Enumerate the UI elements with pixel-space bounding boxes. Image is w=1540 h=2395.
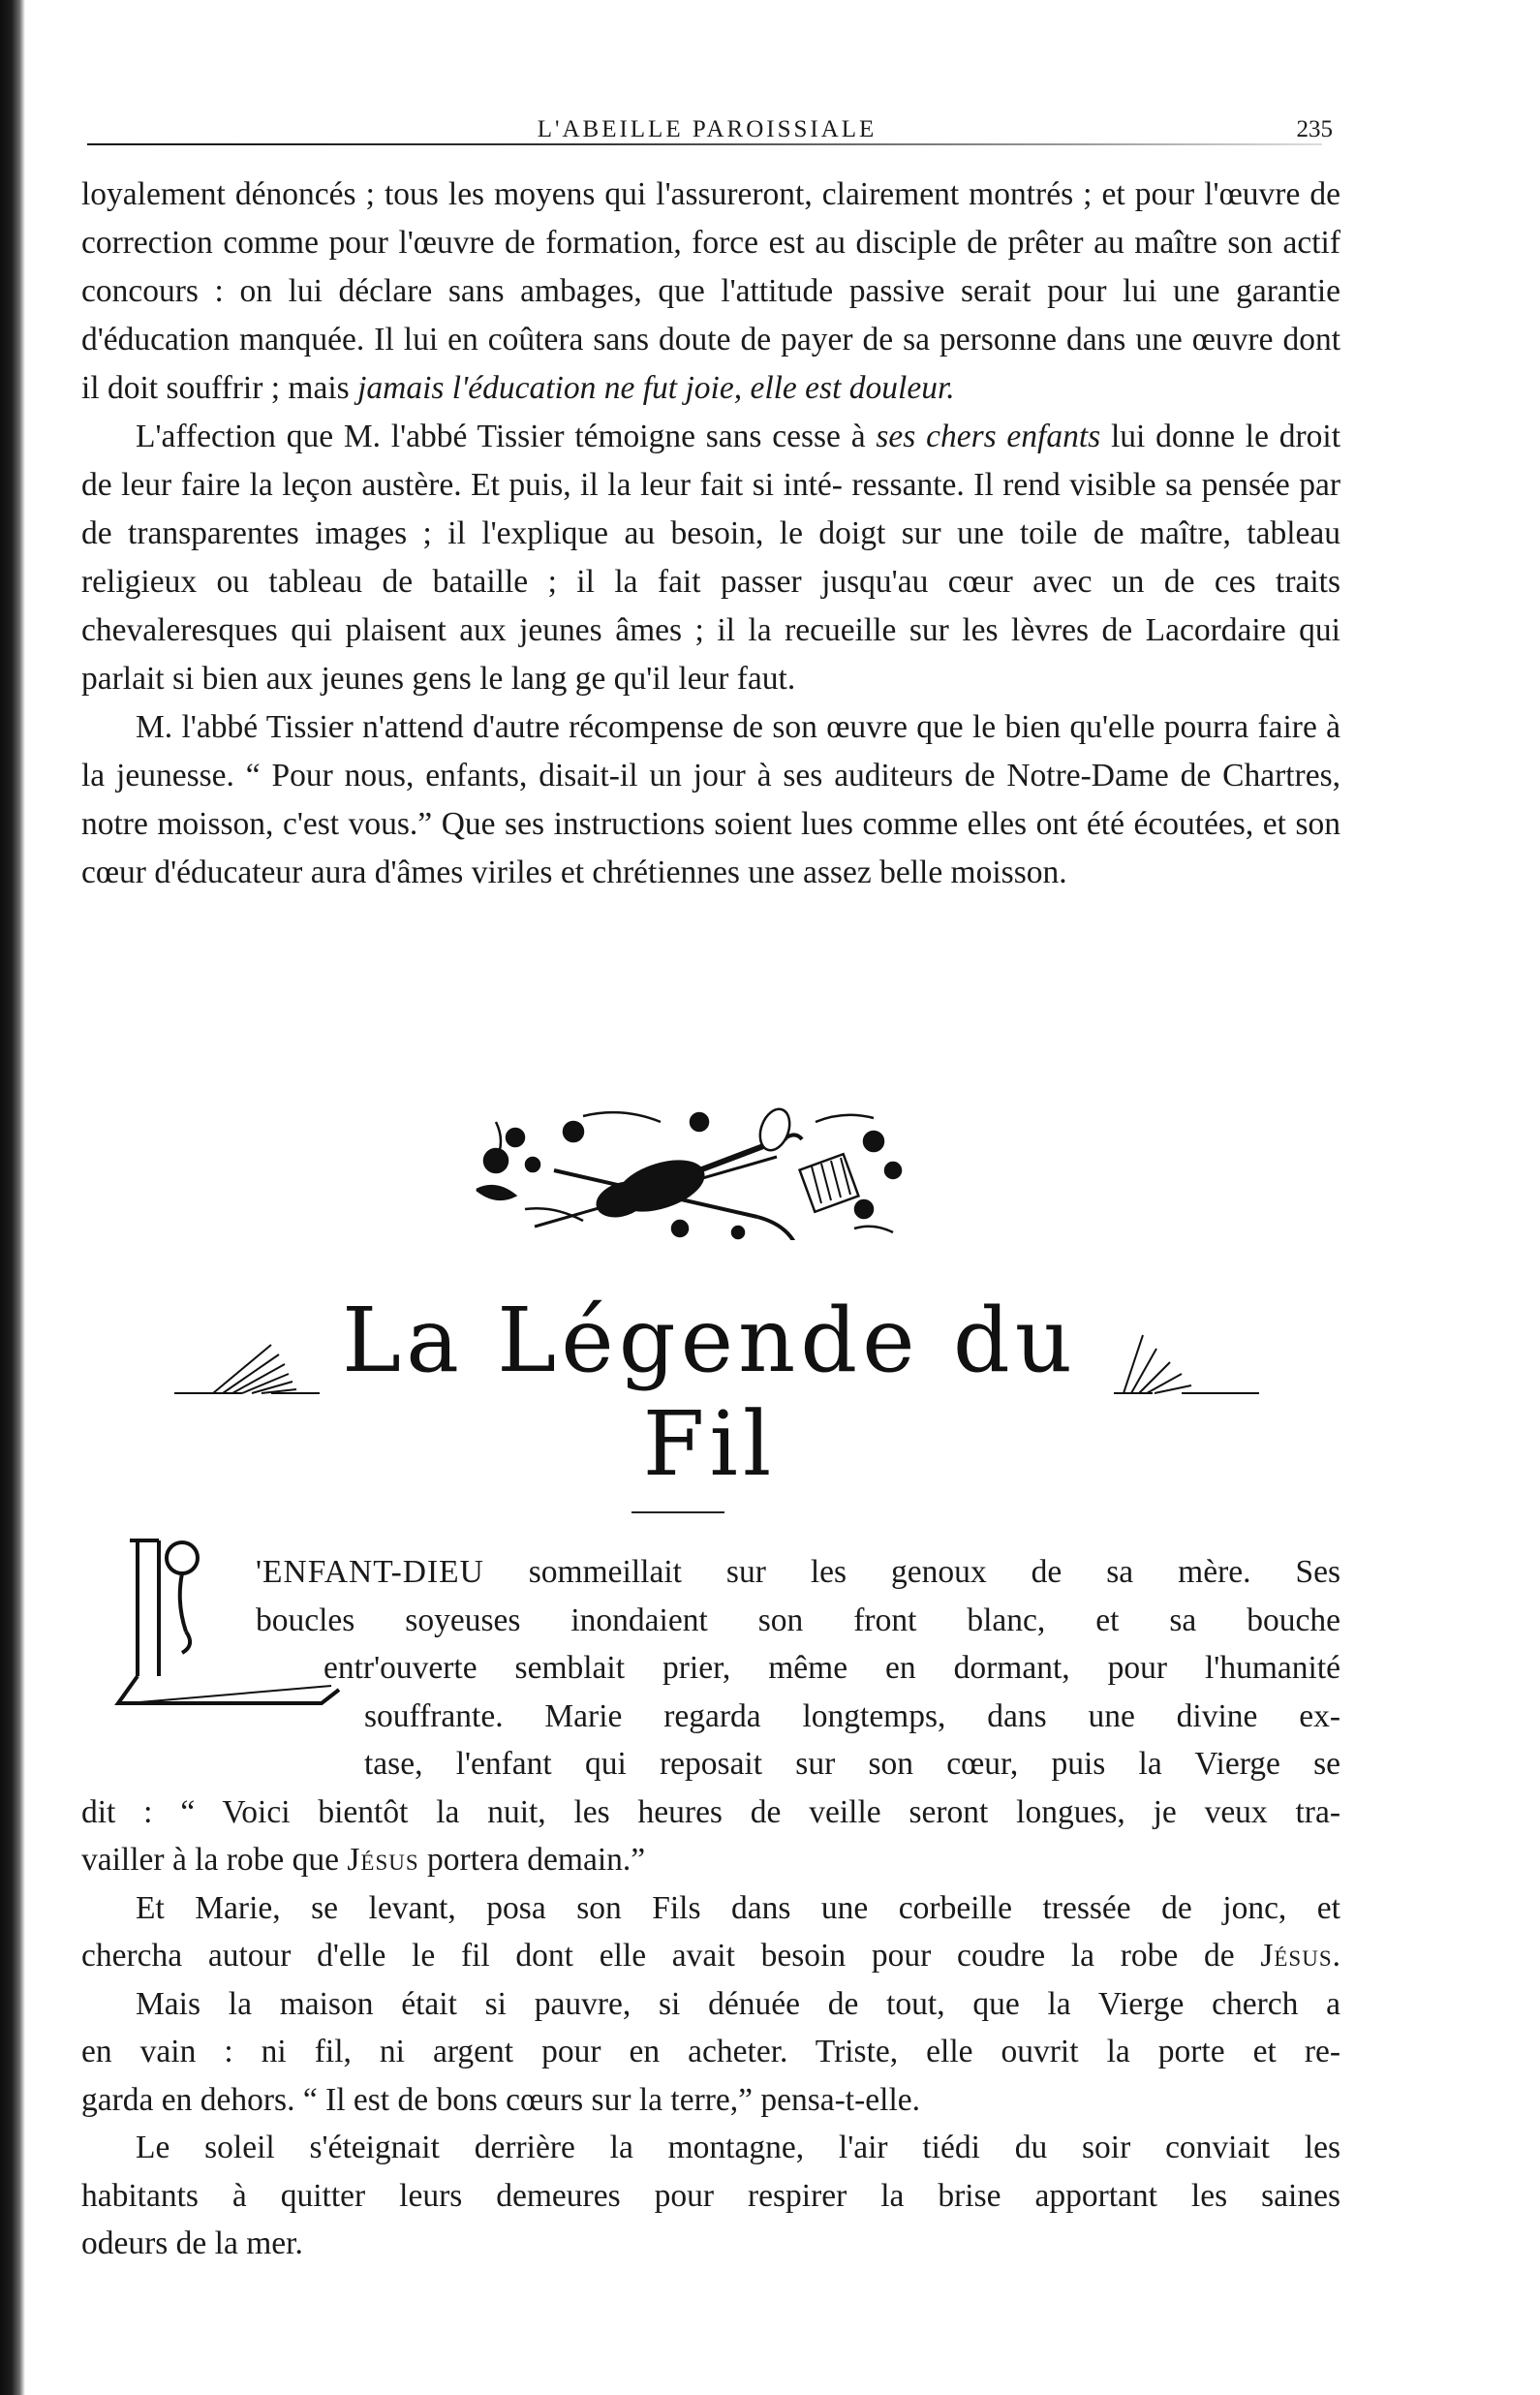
- running-title: L'ABEILLE PAROISSIALE: [537, 116, 878, 142]
- story-line-text: portera demain.”: [418, 1842, 646, 1878]
- paragraph-2: [81, 413, 1340, 703]
- story-line: entr'ouverte semblait prier, même en dormant, pour l'humanité: [323, 1650, 1340, 1686]
- story-line: Mais la maison était si pauvre, si dénuée de tout, que la Vierge cherch a: [136, 1985, 1340, 2022]
- text-line: parlait si bien aux jeunes gens le lang ge qu'il leur faut.: [81, 661, 796, 697]
- story-line: [81, 1932, 1340, 1980]
- story-line: odeurs de la mer.: [81, 2225, 303, 2261]
- text-line: et pour l'œuvre de correction comme pour l'œuvre de formation, force est au: [81, 176, 1340, 261]
- story-line: [81, 1548, 1340, 1597]
- story-line: tase, l'enfant qui reposait sur son cœur, puis la Vierge se: [364, 1746, 1340, 1782]
- text-line: lui en coûtera sans doute de payer de sa personne dans une œuvre dont il: [81, 322, 1340, 406]
- opening-words: 'ENFANT-DIEU: [256, 1554, 484, 1590]
- text-line: lui donne le droit de leur faire la leçon austère. Et puis, il la leur fait si inté-: [81, 419, 1341, 503]
- story-line: Le soleil s'éteignait derrière la montagne, l'air tiédi du soir conviait les: [136, 2130, 1340, 2165]
- text-line: bataille ; il la fait passer jusqu'au cœur avec un de ces traits chevaleresques: [81, 564, 1341, 648]
- story-line-text: .: [1332, 1938, 1340, 1974]
- page-number: 235: [1296, 116, 1333, 142]
- text-line: au besoin, le doigt sur une toile de maître, tableau religieux ou tableau de: [81, 515, 1341, 600]
- story-line: souffrante. Marie regarda longtemps, dans une divine ex-: [364, 1697, 1340, 1734]
- text-line: disciple de prêter au maître son actif concours : on lui déclare sans ambages,: [81, 225, 1340, 309]
- story-line: boucles soyeuses inondaient son front blanc, et sa bouche: [256, 1602, 1340, 1638]
- text-line: auditeurs de Notre-Dame de Chartres, notre moisson, c'est vous.” Que ses: [81, 758, 1340, 842]
- text-line: qui plaisent aux jeunes âmes ; il la recueille sur les lèvres de Lacordaire qui: [291, 612, 1340, 648]
- musical-instruments-ornament: [467, 1103, 909, 1240]
- title-flourish-right: [1114, 1316, 1259, 1403]
- text-line: que l'attitude passive serait pour lui une garantie d'éducation manquée. Il: [81, 273, 1341, 358]
- paragraph-3: [81, 703, 1340, 897]
- text-line: instructions soient lues comme elles ont été écoutées, et son cœur d'éducateur: [81, 806, 1340, 890]
- text-line: L'affection que M. l'abbé Tissier témoigne sans cesse à: [136, 419, 877, 454]
- text-line: qu'elle pourra faire à la jeunesse. “ Pour nous, enfants, disait-il un jour à ses: [81, 709, 1341, 793]
- name-jesus: Jésus: [1260, 1938, 1333, 1974]
- story-line-text: chercha autour d'elle le fil dont elle avait besoin pour coudre la robe de: [81, 1938, 1261, 1974]
- story-title-row: [174, 1287, 1259, 1496]
- article-continuation: [81, 171, 1340, 897]
- story-line-text: vailler à la robe que: [81, 1842, 348, 1878]
- story-title: La Légende du Fil: [341, 1289, 1078, 1496]
- binding-shadow: [0, 0, 25, 2395]
- story-line: dit : “ Voici bientôt la nuit, les heures de veille seront longues, je veux tra-: [81, 1793, 1340, 1830]
- story-body: [81, 1548, 1340, 2268]
- header-rule: [87, 143, 1322, 145]
- story-line: garda en dehors. “ Il est de bons cœurs sur la terre,” pensa-t-elle.: [81, 2081, 920, 2118]
- text-line: ressante. Il rend visible sa pensée par de transparentes images ; il l'explique: [81, 467, 1341, 551]
- story-line: Et Marie, se levant, posa son Fils dans une corbeille tressée de jonc, et: [136, 1889, 1340, 1926]
- text-line: aura d'âmes viriles et chrétiennes une assez belle moisson.: [310, 855, 1067, 890]
- title-rule: [631, 1511, 724, 1513]
- italic-quote: jamais l'éducation ne fut joie, elle est douleur.: [357, 370, 955, 406]
- text-line: M. l'abbé Tissier n'attend d'autre récompense de son œuvre que le bien: [136, 709, 1062, 745]
- text-line: loyalement dénoncés ; tous les moyens qui l'assureront, clairement montrés ;: [81, 176, 1093, 212]
- story-line: [81, 1836, 1340, 1884]
- story-line: habitants à quitter leurs demeures pour respirer la brise apportant les saines: [81, 2177, 1340, 2214]
- text-line: doit souffrir ; mais: [108, 370, 358, 406]
- italic-phrase: ses chers enfants: [876, 419, 1101, 454]
- story-line-text: sommeillait sur les genoux de sa mère. Ses: [483, 1554, 1340, 1590]
- story-line: en vain : ni fil, ni argent pour en acheter. Triste, elle ouvrit la porte et re-: [81, 2034, 1340, 2069]
- page-header: [87, 109, 1333, 157]
- paragraph-1: [81, 171, 1340, 413]
- name-jesus: Jésus: [347, 1842, 419, 1878]
